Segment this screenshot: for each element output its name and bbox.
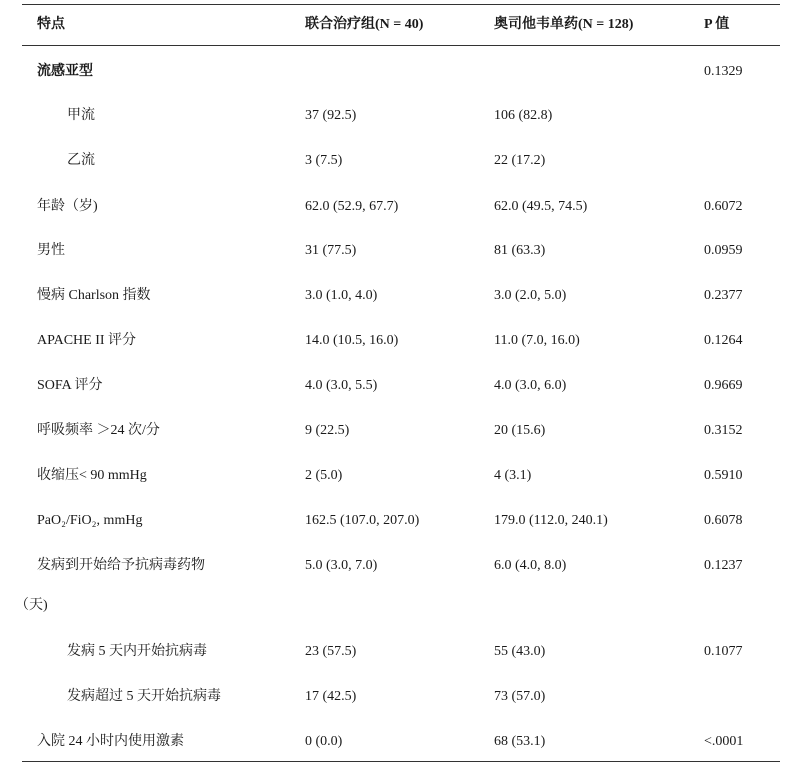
row-mono-value: 179.0 (112.0, 240.1): [494, 513, 608, 528]
row-combo-value: 9 (22.5): [305, 423, 350, 438]
table-row: [0, 195, 800, 219]
table-row: [0, 329, 800, 353]
table-header-row: [0, 13, 800, 37]
row-p-value: 0.9669: [704, 378, 743, 393]
table-row: [0, 149, 800, 173]
row-label: 年龄（岁): [37, 199, 98, 214]
row-combo-value: 2 (5.0): [305, 468, 343, 483]
table-row: [0, 509, 800, 533]
table-header-rule: [22, 45, 780, 46]
table-row: [0, 419, 800, 443]
table-row: [0, 464, 800, 488]
row-label: 发病到开始给予抗病毒药物: [37, 558, 205, 573]
row-p-value: 0.0959: [704, 243, 743, 258]
row-combo-value: 162.5 (107.0, 207.0): [305, 513, 420, 528]
row-mono-value: 4 (3.1): [494, 468, 532, 483]
row-mono-value: 11.0 (7.0, 16.0): [494, 333, 580, 348]
row-combo-value: 23 (57.5): [305, 644, 357, 659]
row-combo-value: 14.0 (10.5, 16.0): [305, 333, 399, 348]
table-row: [0, 685, 800, 709]
table-bottom-rule: [22, 761, 780, 762]
row-label: SOFA 评分: [37, 378, 103, 393]
row-label: 男性: [37, 243, 65, 258]
table-row: [0, 594, 800, 618]
row-combo-value: 62.0 (52.9, 67.7): [305, 199, 399, 214]
row-label: 甲流: [67, 108, 95, 123]
header-p-value: P 值: [704, 17, 730, 32]
row-label-continuation: （天): [15, 598, 48, 613]
row-label: 流感亚型: [37, 64, 93, 79]
table-row: [0, 374, 800, 398]
row-p-value: 0.5910: [704, 468, 743, 483]
header-characteristic: 特点: [37, 17, 65, 32]
row-mono-value: 4.0 (3.0, 6.0): [494, 378, 567, 393]
row-label: 发病超过 5 天开始抗病毒: [67, 689, 221, 704]
row-combo-value: 5.0 (3.0, 7.0): [305, 558, 378, 573]
table-top-rule: [22, 4, 780, 5]
row-p-value: 0.6078: [704, 513, 743, 528]
row-label: 收缩压< 90 mmHg: [37, 468, 147, 483]
row-p-value: 0.1237: [704, 558, 743, 573]
row-p-value: <.0001: [704, 734, 744, 749]
row-p-value: 0.1264: [704, 333, 743, 348]
row-mono-value: 81 (63.3): [494, 243, 546, 258]
row-p-value: 0.1077: [704, 644, 743, 659]
table-row: [0, 284, 800, 308]
table-row: [0, 104, 800, 128]
row-label: 乙流: [67, 153, 95, 168]
table-row: [0, 60, 800, 84]
row-p-value: 0.2377: [704, 288, 743, 303]
row-label: APACHE II 评分: [37, 333, 137, 348]
row-p-value: 0.3152: [704, 423, 743, 438]
row-mono-value: 6.0 (4.0, 8.0): [494, 558, 567, 573]
row-p-value: 0.6072: [704, 199, 743, 214]
row-label: 发病 5 天内开始抗病毒: [67, 644, 207, 659]
row-label: 呼吸频率 ＞24 次/分: [37, 423, 160, 438]
row-label: PaO₂/FiO₂, mmHg: [37, 513, 143, 528]
header-oseltamivir-group: 奥司他韦单药(N = 128): [494, 17, 634, 32]
row-p-value: 0.1329: [704, 64, 743, 79]
table-row: [0, 730, 800, 754]
row-mono-value: 73 (57.0): [494, 689, 546, 704]
header-combination-group: 联合治疗组(N = 40): [305, 17, 424, 32]
table-row: [0, 554, 800, 578]
table-row: [0, 239, 800, 263]
row-mono-value: 68 (53.1): [494, 734, 546, 749]
row-mono-value: 55 (43.0): [494, 644, 546, 659]
row-mono-value: 62.0 (49.5, 74.5): [494, 199, 588, 214]
row-label: 慢病 Charlson 指数: [37, 288, 151, 303]
row-combo-value: 37 (92.5): [305, 108, 357, 123]
row-mono-value: 3.0 (2.0, 5.0): [494, 288, 567, 303]
row-mono-value: 22 (17.2): [494, 153, 546, 168]
row-mono-value: 20 (15.6): [494, 423, 546, 438]
row-mono-value: 106 (82.8): [494, 108, 553, 123]
table-row: [0, 640, 800, 664]
row-combo-value: 31 (77.5): [305, 243, 357, 258]
row-combo-value: 3.0 (1.0, 4.0): [305, 288, 378, 303]
row-combo-value: 4.0 (3.0, 5.5): [305, 378, 378, 393]
row-combo-value: 3 (7.5): [305, 153, 343, 168]
row-combo-value: 0 (0.0): [305, 734, 343, 749]
row-combo-value: 17 (42.5): [305, 689, 357, 704]
row-label: 入院 24 小时内使用激素: [37, 734, 184, 749]
